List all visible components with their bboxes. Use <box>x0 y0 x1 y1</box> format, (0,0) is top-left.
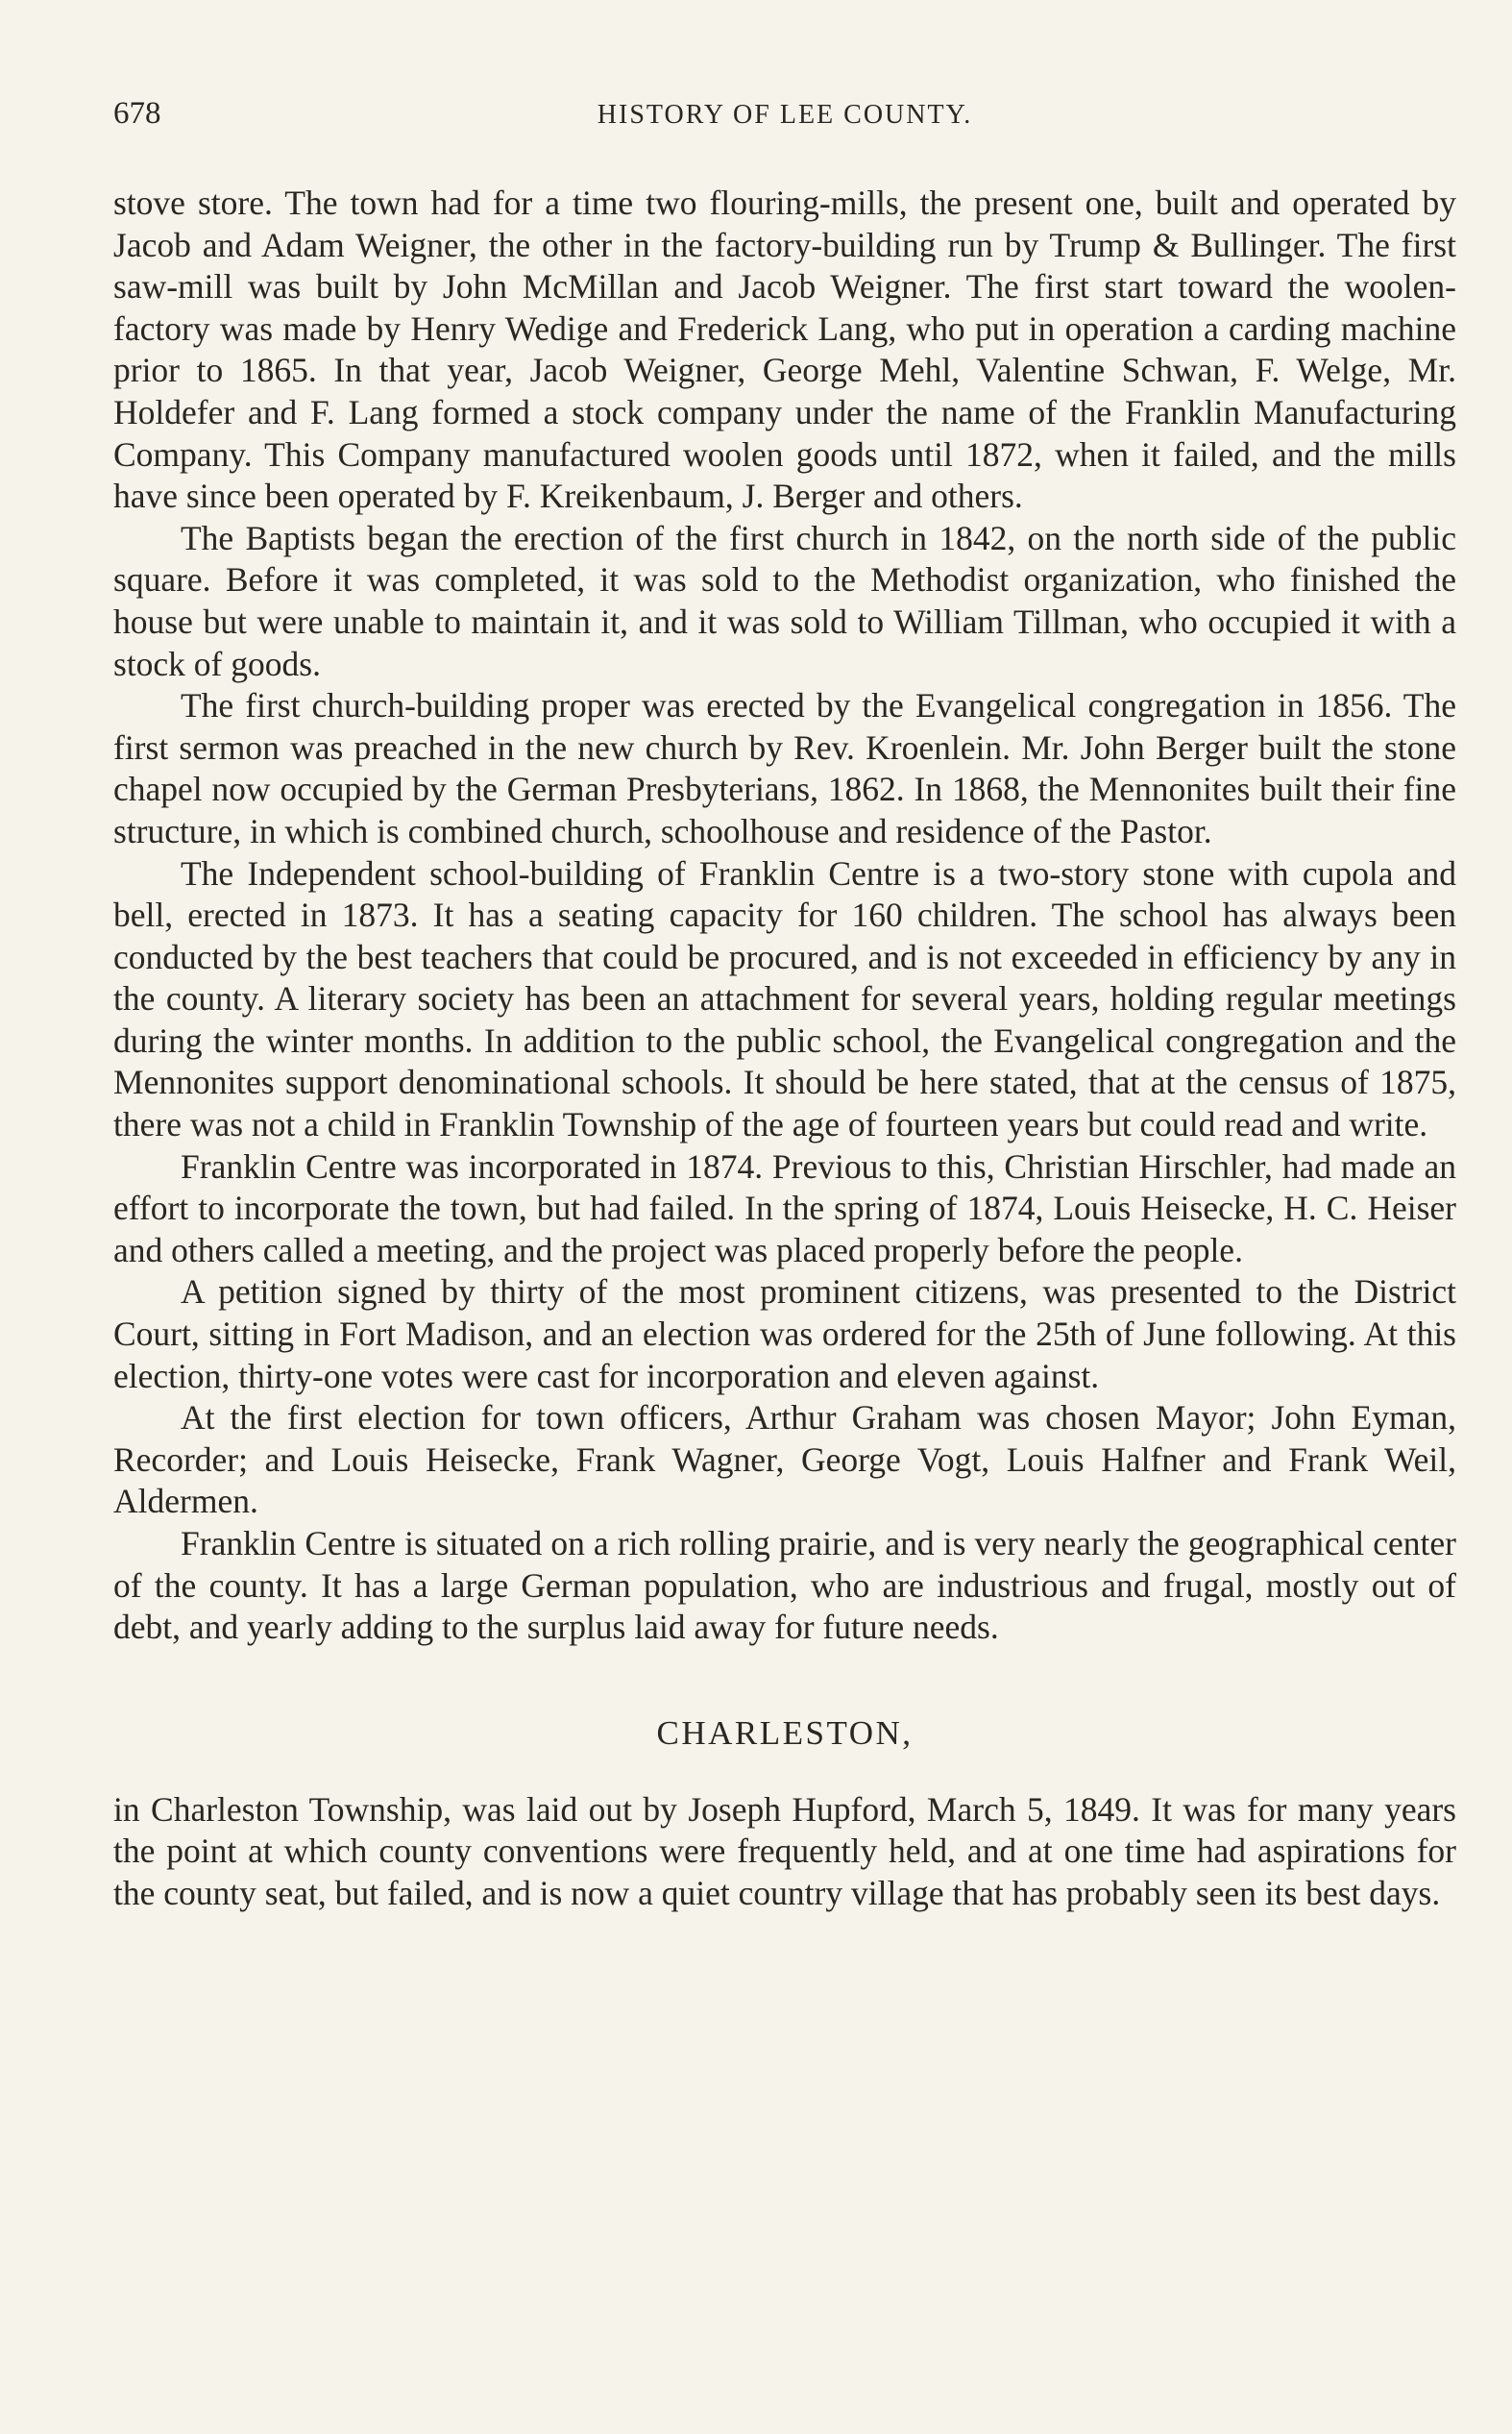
paragraph-situation: Franklin Centre is situated on a rich rolling prairie, and is very nearly the geographical center of the county. It has a large German population, who are industrious and frugal, mostly out of debt, and yearly adding to the surplus laid away for future needs. <box>113 1524 1456 1647</box>
paragraph-petition: A petition signed by thirty of the most prominent citizens, was presented to the District Court, sitting in Fort Madison, and an election was ordered for the 25th of June following. At this election, thirty-one votes were cast for incorporation and eleven against. <box>113 1272 1456 1395</box>
running-title: HISTORY OF LEE COUNTY. <box>597 100 973 130</box>
paragraph-baptists: The Baptists began the erection of the first church in 1842, on the north side of the public square. Before it was completed, it was sold to the Methodist organization, who finished the house but were unable to maintain it, and it was sold to William Tillman, who occupied it with a stock of goods. <box>113 518 1456 683</box>
book-page <box>113 96 1456 1915</box>
page-number: 678 <box>113 96 161 131</box>
running-head <box>113 96 1456 138</box>
paragraph-school: The Independent school-building of Franklin Centre is a two-story stone with cupola and bell, erected in 1873. It has a seating capacity for 160 children. The school has always been conducted by the best teachers that could be procured, and is not exceeded in efficiency by any in the county. A literary society has been an attachment for several years, holding regular meetings during the winter months. In addition to the public school, the Evangelical congregation and the Mennonites support denominational schools. It should be here stated, that at the census of 1875, there was not a child in Franklin Township of the age of fourteen years but could read and write. <box>113 853 1456 1144</box>
paragraph-churches: The first church-building proper was erected by the Evangelical congregation in 1856. The first sermon was preached in the new church by Rev. Kroenlein. Mr. John Berger built the stone chapel now occupied by the German Presbyterians, 1862. In 1868, the Mennonites built their fine structure, in which is combined church, schoolhouse and residence of the Pastor. <box>113 686 1456 850</box>
paragraph-officers: At the first election for town officers, Arthur Graham was chosen Mayor; John Eyman, Recorder; and Louis Heisecke, Frank Wagner, George Vogt, Louis Halfner and Frank Weil, Aldermen. <box>113 1398 1456 1521</box>
paragraph-mills: stove store. The town had for a time two flouring-mills, the present one, built and operated by Jacob and Adam Weigner, the other in the factory-building run by Trump & Bullinger. The first saw-mill was built by John McMillan and Jacob Weigner. The first start toward the woolen-factory was made by Henry Wedige and Frederick Lang, who put in operation a carding machine prior to 1865. In that year, Jacob Weigner, George Mehl, Valentine Schwan, F. Welge, Mr. Holdefer and F. Lang formed a stock company under the name of the Franklin Manufacturing Company. This Company manufactured woolen goods until 1872, when it failed, and the mills have since been operated by F. Kreikenbaum, J. Berger and others. <box>113 184 1456 516</box>
section-heading-charleston: CHARLESTON, <box>656 1713 914 1752</box>
paragraph-charleston: in Charleston Township, was laid out by Joseph Hupford, March 5, 1849. It was for many years the point at which county conventions were frequently held, and at one time had aspirations for the county seat, but failed, and is now a quiet country village that has probably seen its best days. <box>113 1789 1456 1912</box>
paragraph-incorporation: Franklin Centre was incorporated in 1874. Previous to this, Christian Hirschler, had made an effort to incorporate the town, but had failed. In the spring of 1874, Louis Heisecke, H. C. Heiser and others called a meeting, and the project was placed properly before the people. <box>113 1146 1456 1269</box>
